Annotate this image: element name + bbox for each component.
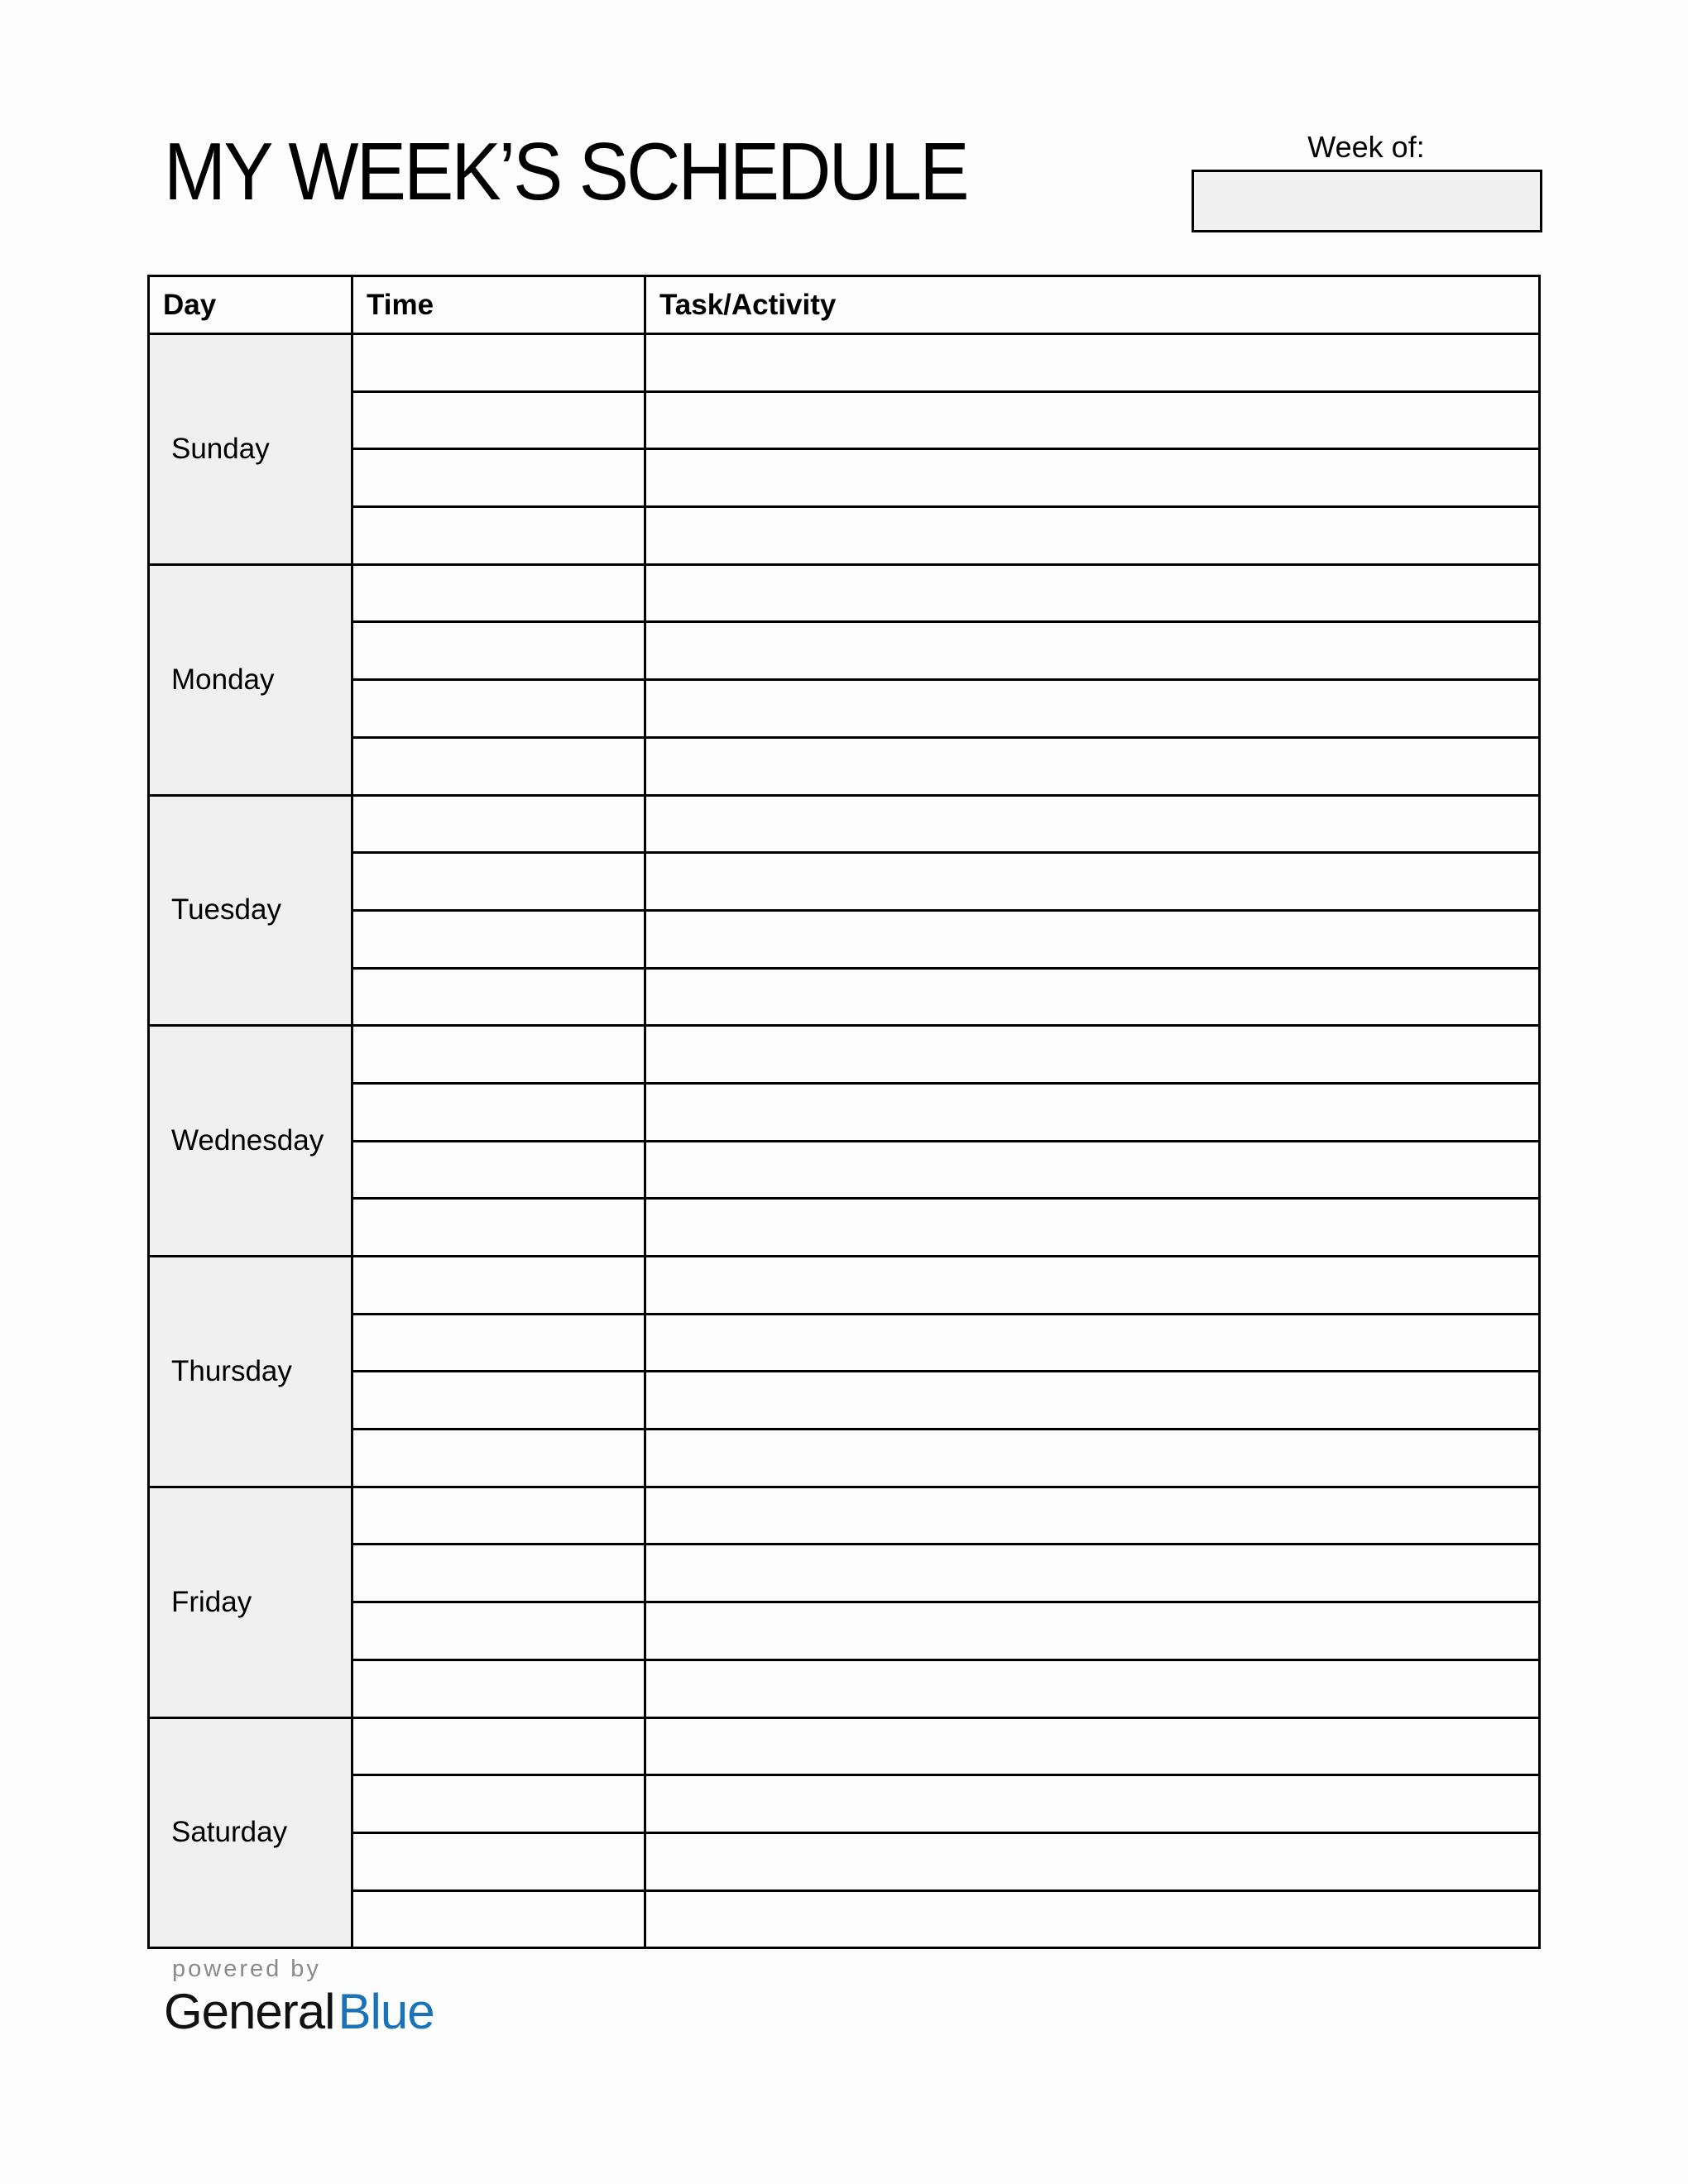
time-cell[interactable] <box>352 1717 645 1775</box>
task-cell[interactable] <box>645 1660 1540 1717</box>
task-cell[interactable] <box>645 334 1540 392</box>
column-header-time: Time <box>352 276 645 334</box>
time-cell[interactable] <box>352 1832 645 1890</box>
time-cell[interactable] <box>352 853 645 911</box>
table-row <box>149 1257 1540 1315</box>
task-cell[interactable] <box>645 622 1540 680</box>
task-cell[interactable] <box>645 1717 1540 1775</box>
time-cell[interactable] <box>352 334 645 392</box>
table-row <box>149 449 1540 507</box>
time-cell[interactable] <box>352 1487 645 1545</box>
schedule-table <box>147 275 1541 1949</box>
task-cell[interactable] <box>645 968 1540 1026</box>
table-row <box>149 1602 1540 1660</box>
table-row <box>149 1083 1540 1141</box>
time-cell[interactable] <box>352 1199 645 1257</box>
day-cell-wednesday: Wednesday <box>149 1026 352 1257</box>
task-cell[interactable] <box>645 910 1540 968</box>
task-cell[interactable] <box>645 564 1540 622</box>
powered-by-text: powered by <box>172 1956 321 1982</box>
time-cell[interactable] <box>352 737 645 795</box>
time-cell[interactable] <box>352 507 645 565</box>
time-cell[interactable] <box>352 1257 645 1315</box>
task-cell[interactable] <box>645 737 1540 795</box>
time-cell[interactable] <box>352 1545 645 1602</box>
week-of-label: Week of: <box>1307 130 1425 164</box>
brand-logo-blue: Blue <box>338 1984 434 2039</box>
day-cell-friday: Friday <box>149 1487 352 1717</box>
task-cell[interactable] <box>645 1890 1540 1948</box>
table-row <box>149 507 1540 565</box>
day-cell-monday: Monday <box>149 564 352 795</box>
day-cell-sunday: Sunday <box>149 334 352 565</box>
column-header-day: Day <box>149 276 352 334</box>
task-cell[interactable] <box>645 449 1540 507</box>
table-row <box>149 737 1540 795</box>
time-cell[interactable] <box>352 1026 645 1084</box>
table-row <box>149 853 1540 911</box>
table-header-row <box>149 276 1540 334</box>
time-cell[interactable] <box>352 968 645 1026</box>
day-cell-thursday: Thursday <box>149 1257 352 1487</box>
column-header-task: Task/Activity <box>645 276 1540 334</box>
table-row <box>149 1545 1540 1602</box>
task-cell[interactable] <box>645 1430 1540 1487</box>
table-row <box>149 622 1540 680</box>
time-cell[interactable] <box>352 391 645 449</box>
task-cell[interactable] <box>645 1141 1540 1199</box>
task-cell[interactable] <box>645 1083 1540 1141</box>
task-cell[interactable] <box>645 1199 1540 1257</box>
table-row <box>149 1717 1540 1775</box>
table-row <box>149 910 1540 968</box>
table-row <box>149 1890 1540 1948</box>
table-row <box>149 968 1540 1026</box>
task-cell[interactable] <box>645 853 1540 911</box>
table-row <box>149 1141 1540 1199</box>
task-cell[interactable] <box>645 1372 1540 1430</box>
table-row <box>149 1430 1540 1487</box>
time-cell[interactable] <box>352 1602 645 1660</box>
time-cell[interactable] <box>352 910 645 968</box>
table-row <box>149 391 1540 449</box>
table-row <box>149 1026 1540 1084</box>
day-cell-saturday: Saturday <box>149 1717 352 1948</box>
time-cell[interactable] <box>352 564 645 622</box>
brand-logo-general: General <box>164 1984 335 2039</box>
time-cell[interactable] <box>352 449 645 507</box>
task-cell[interactable] <box>645 1257 1540 1315</box>
time-cell[interactable] <box>352 622 645 680</box>
time-cell[interactable] <box>352 1430 645 1487</box>
task-cell[interactable] <box>645 1775 1540 1833</box>
task-cell[interactable] <box>645 680 1540 738</box>
table-row <box>149 1775 1540 1833</box>
brand-logo <box>164 1984 434 2039</box>
table-row <box>149 1372 1540 1430</box>
week-of-field[interactable] <box>1192 170 1542 232</box>
task-cell[interactable] <box>645 391 1540 449</box>
table-row <box>149 680 1540 738</box>
task-cell[interactable] <box>645 1545 1540 1602</box>
task-cell[interactable] <box>645 507 1540 565</box>
task-cell[interactable] <box>645 795 1540 853</box>
time-cell[interactable] <box>352 1372 645 1430</box>
time-cell[interactable] <box>352 795 645 853</box>
table-row <box>149 334 1540 392</box>
table-row <box>149 795 1540 853</box>
table-row <box>149 1832 1540 1890</box>
time-cell[interactable] <box>352 1890 645 1948</box>
time-cell[interactable] <box>352 1660 645 1717</box>
table-row <box>149 1487 1540 1545</box>
time-cell[interactable] <box>352 1083 645 1141</box>
task-cell[interactable] <box>645 1026 1540 1084</box>
task-cell[interactable] <box>645 1832 1540 1890</box>
table-row <box>149 1314 1540 1372</box>
time-cell[interactable] <box>352 1775 645 1833</box>
time-cell[interactable] <box>352 1141 645 1199</box>
time-cell[interactable] <box>352 680 645 738</box>
table-row <box>149 564 1540 622</box>
page-title: MY WEEK’S SCHEDULE <box>164 126 967 217</box>
table-row <box>149 1199 1540 1257</box>
task-cell[interactable] <box>645 1602 1540 1660</box>
time-cell[interactable] <box>352 1314 645 1372</box>
task-cell[interactable] <box>645 1314 1540 1372</box>
task-cell[interactable] <box>645 1487 1540 1545</box>
day-cell-tuesday: Tuesday <box>149 795 352 1026</box>
table-row <box>149 1660 1540 1717</box>
